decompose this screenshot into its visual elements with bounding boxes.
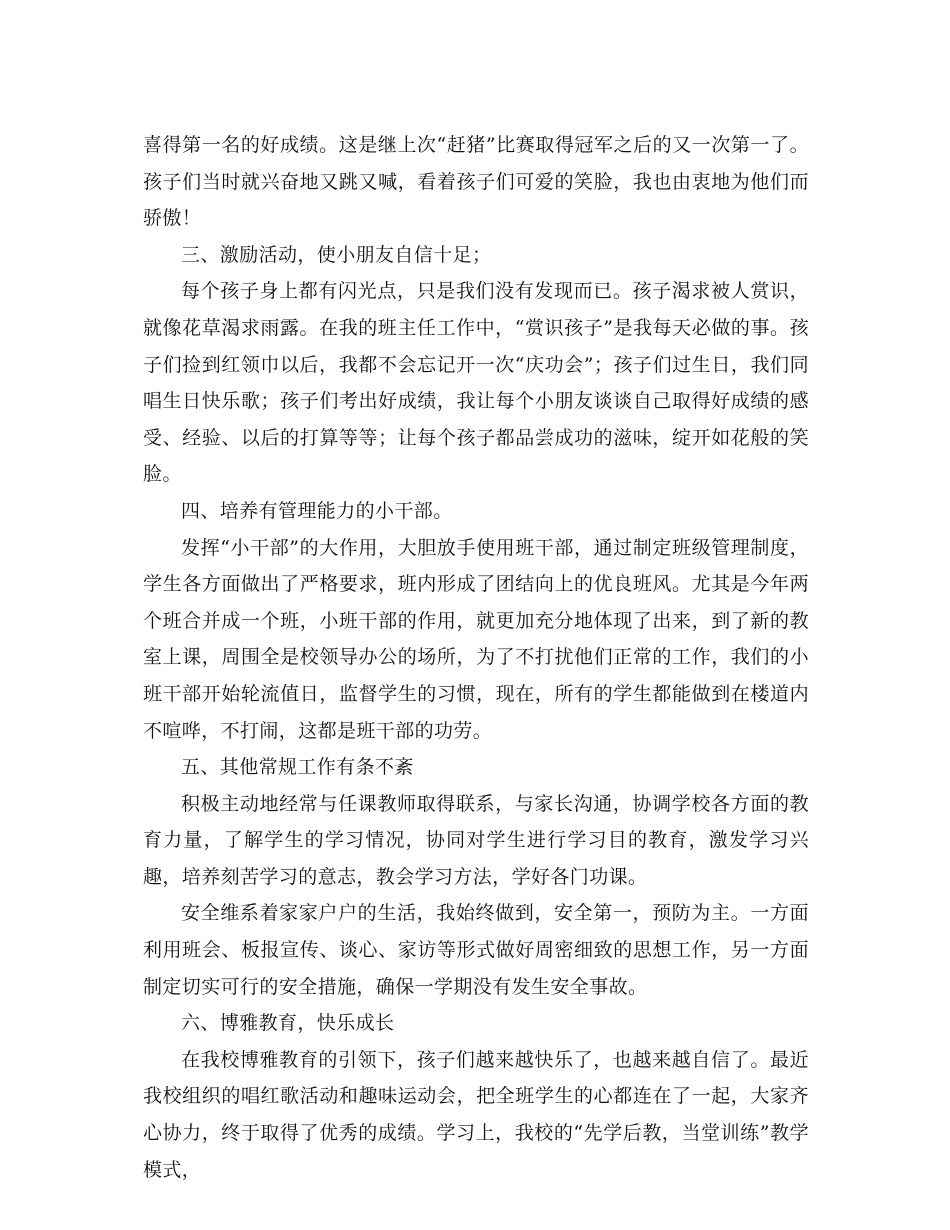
paragraph-section-4: 发挥“小干部”的大作用，大胆放手使用班干部，通过制定班级管理制度，学生各方面做出了严格要求，班内形成了团结向上的优良班风。尤其是今年两个班合并成一个班，小班干部的作用，就更加充分地体现了出来，到了新的教室上课，周围全是校领导办公的场所，为了不打扰他们正常的工作，我们的小班干部开始轮流值日，监督学生的习惯，现在，所有的学生都能做到在楼道内不喧哗，不打闹，这都是班干部的功劳。 — [143, 536, 809, 742]
paragraph-section-6: 在我校博雅教育的引领下，孩子们越来越快乐了，也越来越自信了。最近我校组织的唱红歌活动和趣味运动会，把全班学生的心都连在了一起，大家齐心协力，终于取得了优秀的成绩。学习上，我校的“先学后教，当堂训练”教学模式， — [143, 1048, 809, 1181]
paragraph-section-3: 每个孩子身上都有闪光点，只是我们没有发现而已。孩子渴求被人赏识，就像花草渴求雨露。在我的班主任工作中，“赏识孩子”是我每天必做的事。孩子们捡到红领巾以后，我都不会忘记开一次“庆功会”；孩子们过生日，我们同唱生日快乐歌；孩子们考出好成绩，我让每个小朋友谈谈自己取得好成绩的感受、经验、以后的打算等等；让每个孩子都品尝成功的滋味，绽开如花般的笑脸。 — [143, 280, 809, 486]
section-heading-3: 三、激励活动，使小朋友自信十足； — [181, 243, 492, 266]
paragraph-section-5-a: 积极主动地经常与任课教师取得联系，与家长沟通，协调学校各方面的教育力量，了解学生的学习情况，协同对学生进行学习目的教育，激发学习兴趣，培养刻苦学习的意志，教会学习方法，学好各门功课。 — [143, 792, 809, 888]
paragraph-section-5-b: 安全维系着家家户户的生活，我始终做到，安全第一，预防为主。一方面利用班会、板报宣传、谈心、家访等形式做好周密细致的思想工作，另一方面制定切实可行的安全措施，确保一学期没有发生安全事故。 — [143, 902, 809, 998]
section-heading-6: 六、博雅教育，快乐成长 — [181, 1012, 395, 1035]
document-body — [143, 127, 809, 1188]
section-heading-5: 五、其他常规工作有条不紊 — [181, 756, 414, 779]
section-heading-4: 四、培养有管理能力的小干部。 — [181, 499, 453, 522]
paragraph-continuation: 喜得第一名的好成绩。这是继上次“赶猪”比赛取得冠军之后的又一次第一了。孩子们当时就兴奋地又跳又喊，看着孩子们可爱的笑脸，我也由衷地为他们而骄傲！ — [143, 134, 809, 230]
